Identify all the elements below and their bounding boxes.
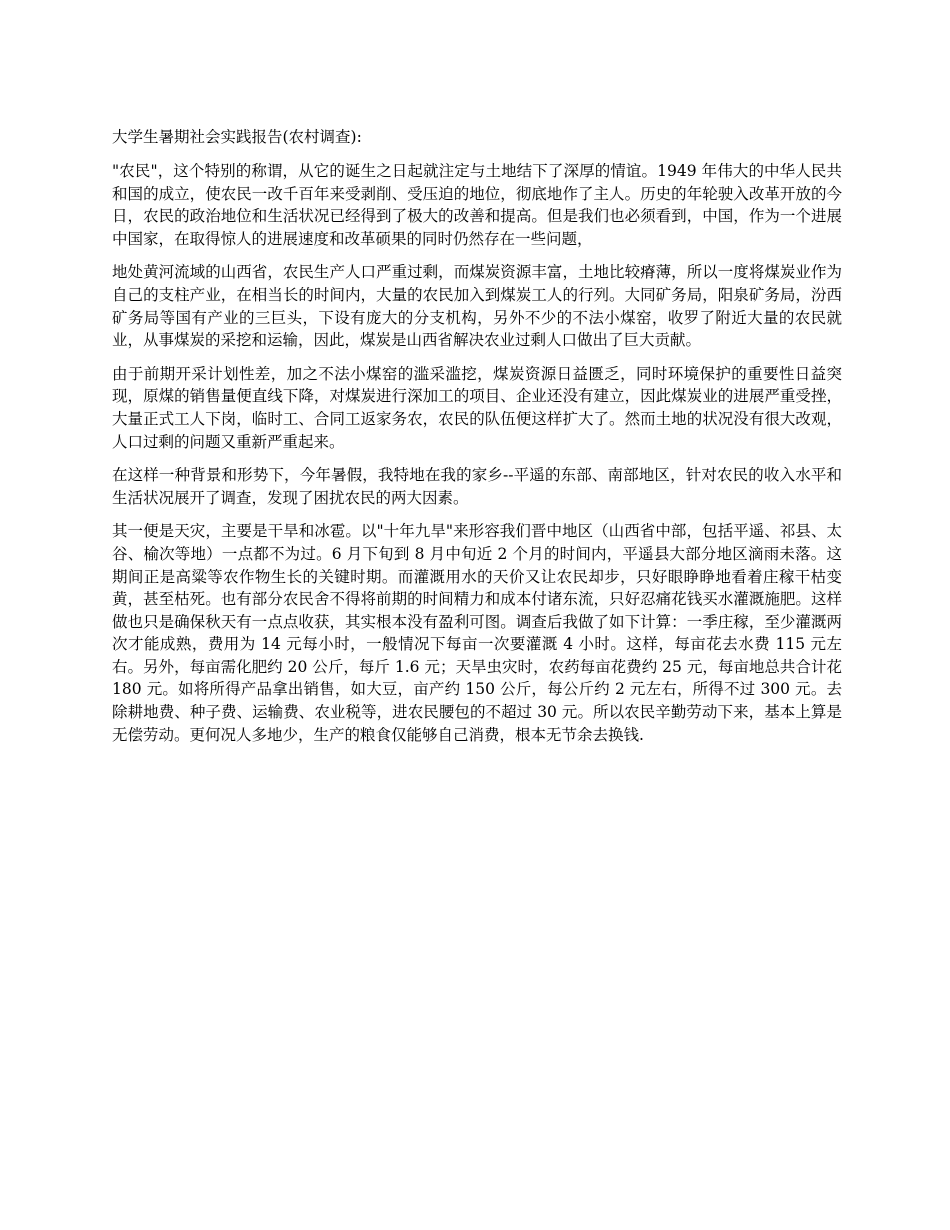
paragraph-shanxi-coal: 地处黄河流域的山西省，农民生产人口严重过剩，而煤炭资源丰富，土地比较瘠薄，所以一度将煤炭业作为自己的支柱产业，在相当长的时间内，大量的农民加入到煤炭工人的行列。大同矿务局，阳泉矿务局，汾西矿务局等国有产业的三巨头，下设有庞大的分支机构，另外不少的不法小煤窑，收罗了附近大量的农民就业，从事煤炭的采挖和运输，因此，煤炭是山西省解决农业过剩人口做出了巨大贡献。 [112, 263, 842, 350]
document-title: 大学生暑期社会实践报告(农村调查): [112, 128, 362, 146]
paragraph-natural-disaster: 其一便是天灾，主要是干旱和冰雹。以"十年九旱"来形容我们晋中地区（山西省中部，包括平遥、祁县、太谷、榆次等地）一点都不为过。6 月下旬到 8 月中旬近 2 个月的时间内，平遥县大部分地区滴雨未落。这期间正是高粱等农作物生长的关键时期。而灌溉用水的天价又让农民却步，只好眼睁睁地看着庄稼干枯变黄，甚至枯死。也有部分农民舍不得将前期的时间精力和成本付诸东流，只好忍痛花钱买水灌溉施肥。这样做也只是确保秋天有一点点收获，其实根本没有盈利可图。调查后我做了如下计算：一季庄稼，至少灌溉两次才能成熟，费用为 14 元每小时，一般情况下每亩一次要灌溉 4 小时。这样，每亩花去水费 115 元左右。另外，每亩需化肥约 20 公斤，每斤 1.6 元；天旱虫灾时，农药每亩花费约 25 元，每亩地总共合计花 180 元。如将所得产品拿出销售，如大豆，亩产约 150 公斤，每公斤约 2 元左右，所得不过 300 元。去除耕地费、种子费、运输费、农业税等，进农民腰包的不超过 30 元。所以农民辛勤劳动下来，基本上算是无偿劳动。更何况人多地少，生产的粮食仅能够自己消费，根本无节余去换钱. [112, 522, 842, 744]
paragraph-intro: "农民"，这个特别的称谓，从它的诞生之日起就注定与土地结下了深厚的情谊。1949 年伟大的中华人民共和国的成立，使农民一改千百年来受剥削、受压迫的地位，彻底地作了主人。历史的年轮驶入改革开放的今日，农民的政治地位和生活状况已经得到了极大的改善和提高。但是我们也必须看到，中国，作为一个进展中国家，在取得惊人的进展速度和改革硕果的同时仍然存在一些问题， [112, 162, 842, 248]
document-page [112, 126, 842, 757]
paragraph-survey-background: 在这样一种背景和形势下，今年暑假，我特地在我的家乡--平遥的东部、南部地区，针对农民的收入水平和生活状况展开了调查，发现了困扰农民的两大因素。 [112, 466, 842, 507]
paragraph-coal-decline: 由于前期开采计划性差，加之不法小煤窑的滥采滥挖，煤炭资源日益匮乏，同时环境保护的重要性日益突现，原煤的销售量便直线下降，对煤炭进行深加工的项目、企业还没有建立，因此煤炭业的进展严重受挫，大量正式工人下岗，临时工、合同工返家务农，农民的队伍便这样扩大了。然而土地的状况没有很大改观，人口过剩的问题又重新严重起来。 [112, 364, 842, 451]
